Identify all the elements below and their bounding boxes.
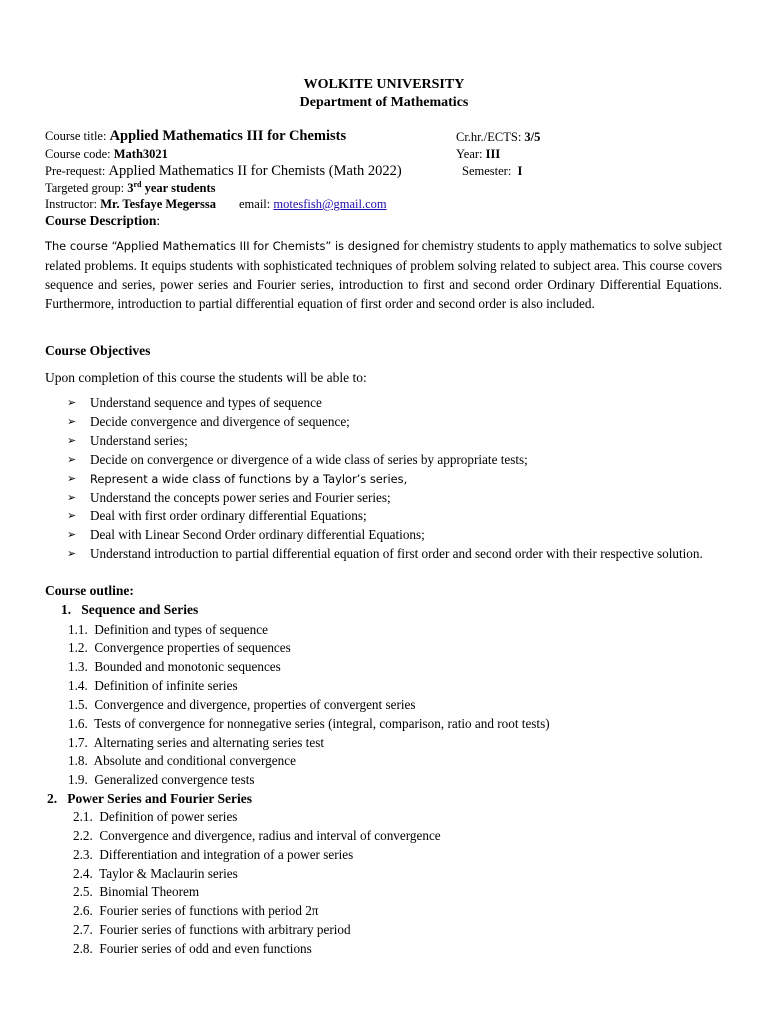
year-label: Year: [456,147,483,161]
arrow-bullet-icon: ➢ [67,452,77,466]
targeted-group-suffix: rd [133,180,142,189]
course-outline-heading: Course outline: [45,583,134,598]
outline-item [68,640,291,656]
course-code-label: Course code: [45,147,111,161]
course-code-row [45,147,168,162]
outline-item-number: 2.5. [73,884,93,899]
arrow-bullet-icon: ➢ [67,547,77,561]
outline-item-text: Definition of power series [99,809,238,824]
outline-item-number: 1.3. [68,659,88,674]
outline-item-text: Bounded and monotonic sequences [94,659,281,674]
course-description-paragraph [45,236,722,313]
outline-item-number: 1.8. [68,753,88,768]
outline-item-text: Definition and types of sequence [94,622,268,637]
section-heading [61,602,198,618]
outline-item-number: 1.1. [68,622,88,637]
arrow-bullet-icon: ➢ [67,471,77,485]
outline-item [68,735,324,751]
instructor-value: Mr. Tesfaye Megerssa [100,197,217,211]
semester-label: Semester: [462,164,512,178]
arrow-bullet-icon: ➢ [67,490,77,504]
outline-item-text: Tests of convergence for nonnegative series (integral, comparison, ratio and root tests) [94,716,550,731]
objective-text: Understand series; [90,432,188,448]
list-item [67,432,727,451]
outline-item-number: 1.9. [68,772,88,787]
objective-text: Understand introduction to partial differential equation of first order and second order with their respective solution. [90,546,703,562]
instructor-row [45,197,216,212]
list-item [67,451,727,470]
semester-value: I [517,164,523,178]
crhr-label: Cr.hr./ECTS: [456,130,522,144]
outline-item-number: 2.4. [73,866,93,881]
outline-item [73,884,199,900]
outline-item-text: Convergence properties of sequences [94,640,291,655]
outline-item-text: Fourier series of functions with arbitrary period [99,922,351,937]
outline-item-text: Fourier series of odd and even functions [99,941,312,956]
prereq-row [45,163,402,180]
course-description-body: for chemistry students to apply mathematics to solve subject related problems. It equips students with sophisticated techniques of problem solving related to subject area. This course covers sequence and series, power series and Fourier series, introduction to first and second order Ordinary Differential Equations. Furthermore, introduction to partial differential equation of first order and second order is also included. [45,238,722,311]
section-title: Sequence and Series [81,602,199,617]
email-label: email: [239,197,271,211]
outline-item-number: 2.2. [73,828,93,843]
outline-item [73,809,237,825]
email-link[interactable]: motesfish@gmail.com [273,197,387,211]
objective-text: Represent a wide class of functions by a Taylor’s series, [90,471,408,486]
course-description-heading-colon: : [156,213,161,228]
department-name: Department of Mathematics [299,95,469,110]
objective-text: Decide on convergence or divergence of a wide class of series by appropriate tests; [90,451,528,467]
list-item [67,394,727,413]
outline-item-number: 1.4. [68,678,88,693]
list-item [67,470,727,489]
arrow-bullet-icon: ➢ [67,414,77,428]
list-item [67,489,727,508]
outline-item [68,716,550,732]
targeted-group-text: year students [141,181,216,196]
course-title-label: Course title: [45,129,107,143]
arrow-bullet-icon: ➢ [67,433,77,447]
outline-item-text: Binomial Theorem [99,884,200,899]
course-description-heading [45,213,160,229]
outline-item-text: Fourier series of functions with period 2π [99,903,319,918]
section-title: Power Series and Fourier Series [67,791,252,806]
outline-item [73,903,318,919]
outline-item [68,697,416,713]
objective-text: Understand sequence and types of sequence [90,395,322,410]
outline-item-number: 1.5. [68,697,88,712]
objective-text: Decide convergence and divergence of sequence; [90,413,350,429]
list-item [67,507,727,526]
outline-item-text: Taylor & Maclaurin series [99,866,238,881]
semester-row [462,164,522,179]
targeted-group-label: Targeted group: [45,181,125,196]
course-description-heading-text: Course Description [45,213,157,228]
outline-item-number: 1.2. [68,640,88,655]
course-description-lead: The course “Applied Mathematics III for Chemists” is designed [45,239,400,253]
university-name: WOLKITE UNIVERSITY [303,77,465,92]
targeted-group-row [45,180,216,196]
outline-item [68,678,238,694]
prereq-value: Applied Mathematics II for Chemists (Math 2022) [108,163,402,179]
outline-item [68,622,268,638]
course-code-value: Math3021 [113,147,168,161]
outline-item-text: Alternating series and alternating series test [93,735,324,750]
outline-item-number: 2.1. [73,809,93,824]
course-title-value: Applied Mathematics III for Chemists [109,128,347,144]
objective-text: Deal with first order ordinary differential Equations; [90,508,367,524]
outline-item-text: Generalized convergence tests [94,772,255,787]
arrow-bullet-icon: ➢ [67,396,77,409]
outline-item [68,659,281,675]
instructor-label: Instructor: [45,197,98,211]
outline-item [73,922,351,938]
crhr-value: 3/5 [524,130,541,144]
year-row [456,147,500,162]
outline-item-text: Definition of infinite series [94,678,238,693]
arrow-bullet-icon: ➢ [67,528,77,542]
list-item [67,413,727,432]
crhr-row [456,130,540,145]
section-heading [47,791,252,807]
outline-item [73,847,353,863]
email-row [239,197,387,212]
objectives-list [67,394,727,564]
outline-item-text: Convergence and divergence, radius and interval of convergence [99,828,441,843]
outline-item-number: 2.6. [73,903,93,918]
course-objectives-heading: Course Objectives [45,343,151,358]
outline-item [73,941,312,957]
section-number: 2. [47,791,58,806]
outline-item-number: 1.6. [68,716,88,731]
course-title-row [45,128,346,145]
outline-item [73,828,441,844]
section-number: 1. [61,602,72,617]
outline-item-number: 2.3. [73,847,93,862]
year-value: III [485,147,501,161]
objectives-intro: Upon completion of this course the students will be able to: [45,370,367,385]
outline-item [68,753,296,769]
arrow-bullet-icon: ➢ [67,509,77,523]
outline-item-number: 2.7. [73,922,93,937]
outline-item-number: 2.8. [73,941,93,956]
list-item [67,545,727,564]
objective-text: Understand the concepts power series and Fourier series; [90,489,391,505]
objective-text: Deal with Linear Second Order ordinary differential Equations; [90,527,425,543]
prereq-label: Pre-request: [45,164,106,178]
outline-item-text: Absolute and conditional convergence [93,753,296,768]
list-item [67,526,727,545]
outline-item [68,772,255,788]
outline-item-text: Convergence and divergence, properties of convergent series [94,697,416,712]
outline-item-number: 1.7. [68,735,88,750]
outline-item-text: Differentiation and integration of a power series [99,847,354,862]
outline-item [73,866,238,882]
targeted-group-number: 3 [127,181,134,196]
